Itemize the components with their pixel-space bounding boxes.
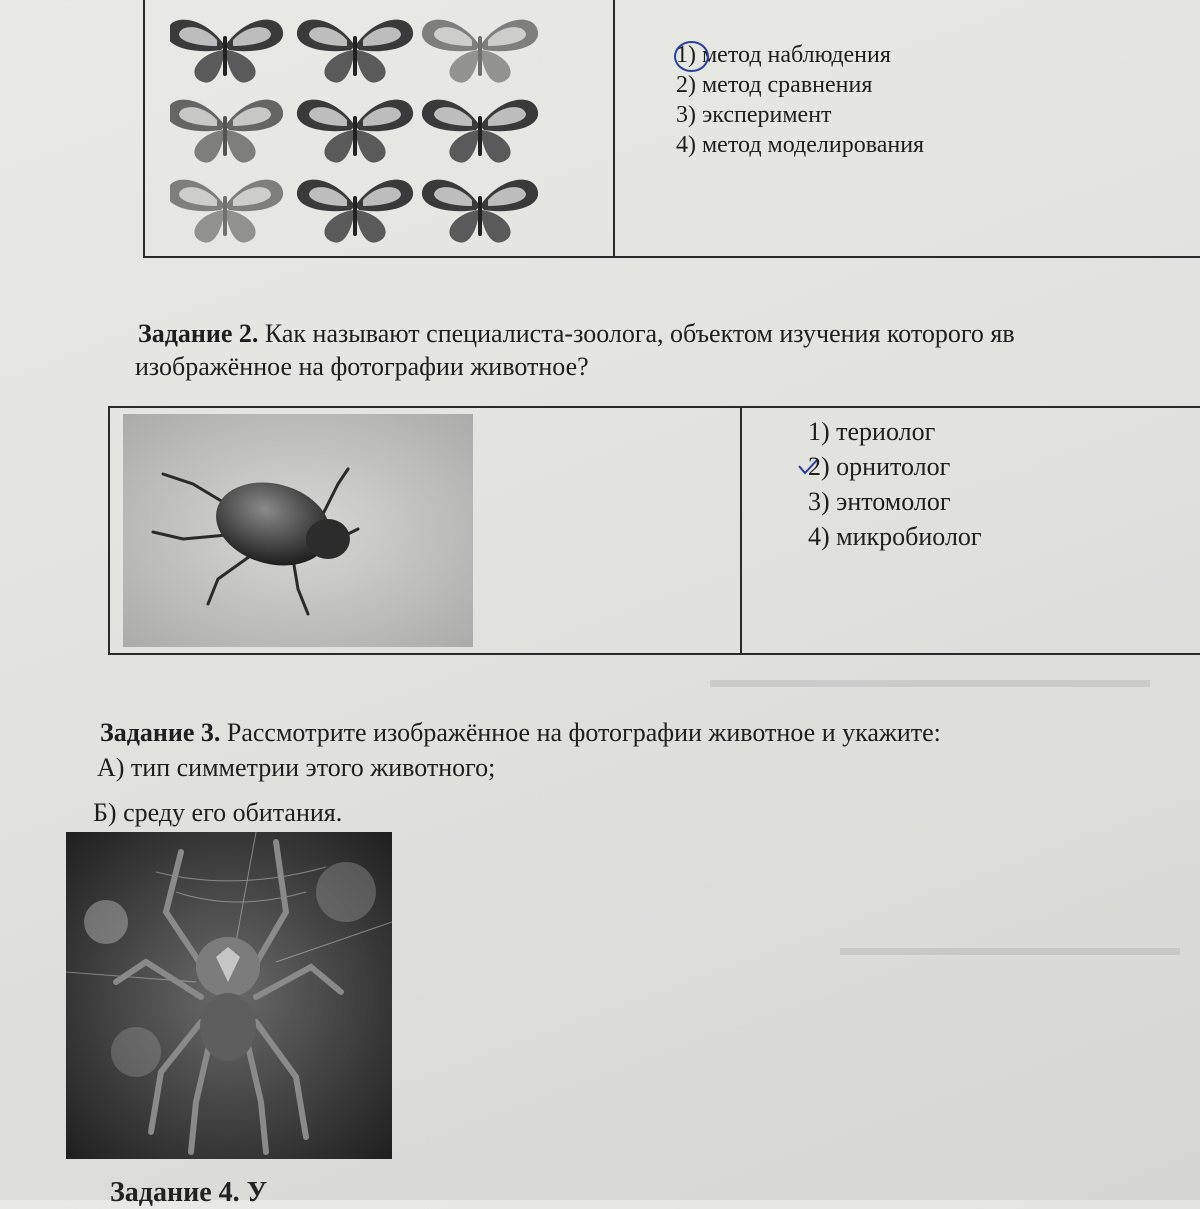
task2-question-text: Как называют специалиста-зоолога, объектом изучения которого яв (264, 319, 1015, 348)
task1-option-4[interactable]: 4) метод моделирования (676, 132, 925, 158)
butterfly (422, 100, 538, 163)
task3-question (100, 717, 941, 748)
spider-photo (66, 832, 392, 1159)
beetle-head (306, 519, 350, 559)
beetle-photo (123, 414, 473, 647)
butterfly (422, 180, 538, 243)
butterfly (422, 20, 538, 83)
task3-item-a: А) тип симметрии этого животного; (97, 753, 496, 782)
task3-item-b: Б) среду его обитания. (93, 798, 343, 827)
task3-title: Задание 3. (100, 718, 221, 747)
butterflies-image (170, 8, 550, 253)
task2-option-2[interactable]: 2) орнитолог (808, 452, 951, 481)
task2-title: Задание 2. (138, 319, 259, 348)
task1-option-3[interactable]: 3) эксперимент (676, 102, 832, 128)
task3-question-text: Рассмотрите изображённое на фотографии животное и укажите: (226, 718, 941, 747)
task1-option-1[interactable]: 1) метод наблюдения (676, 42, 891, 68)
task4-title-partial: Задание 4. У (110, 1177, 268, 1208)
butterfly (170, 100, 283, 163)
task2-option-4[interactable]: 4) микробиолог (808, 522, 982, 551)
task1-option-2[interactable]: 2) метод сравнения (676, 72, 873, 98)
task2-table-divider (740, 406, 742, 655)
task2-options (808, 414, 982, 554)
task2-option-3[interactable]: 3) энтомолог (808, 487, 951, 516)
butterfly (170, 20, 283, 83)
butterfly (297, 180, 413, 243)
task1-table-divider (613, 0, 615, 258)
task1-options (676, 40, 924, 160)
ghost-line-1 (690, 672, 1150, 694)
show-through-text (690, 672, 1150, 700)
task2-option-1[interactable]: 1) териолог (808, 417, 936, 446)
butterfly (297, 100, 413, 163)
task2-question-line1 (138, 318, 1015, 349)
ghost-line-2 (820, 940, 1180, 962)
butterfly (170, 180, 283, 243)
spider-cephalothorax (200, 993, 256, 1061)
show-through-text (820, 940, 1180, 968)
butterfly (297, 20, 413, 83)
pen-circle-mark (674, 41, 709, 72)
task2-question-line2: изображённое на фотографии животное? (135, 352, 589, 381)
